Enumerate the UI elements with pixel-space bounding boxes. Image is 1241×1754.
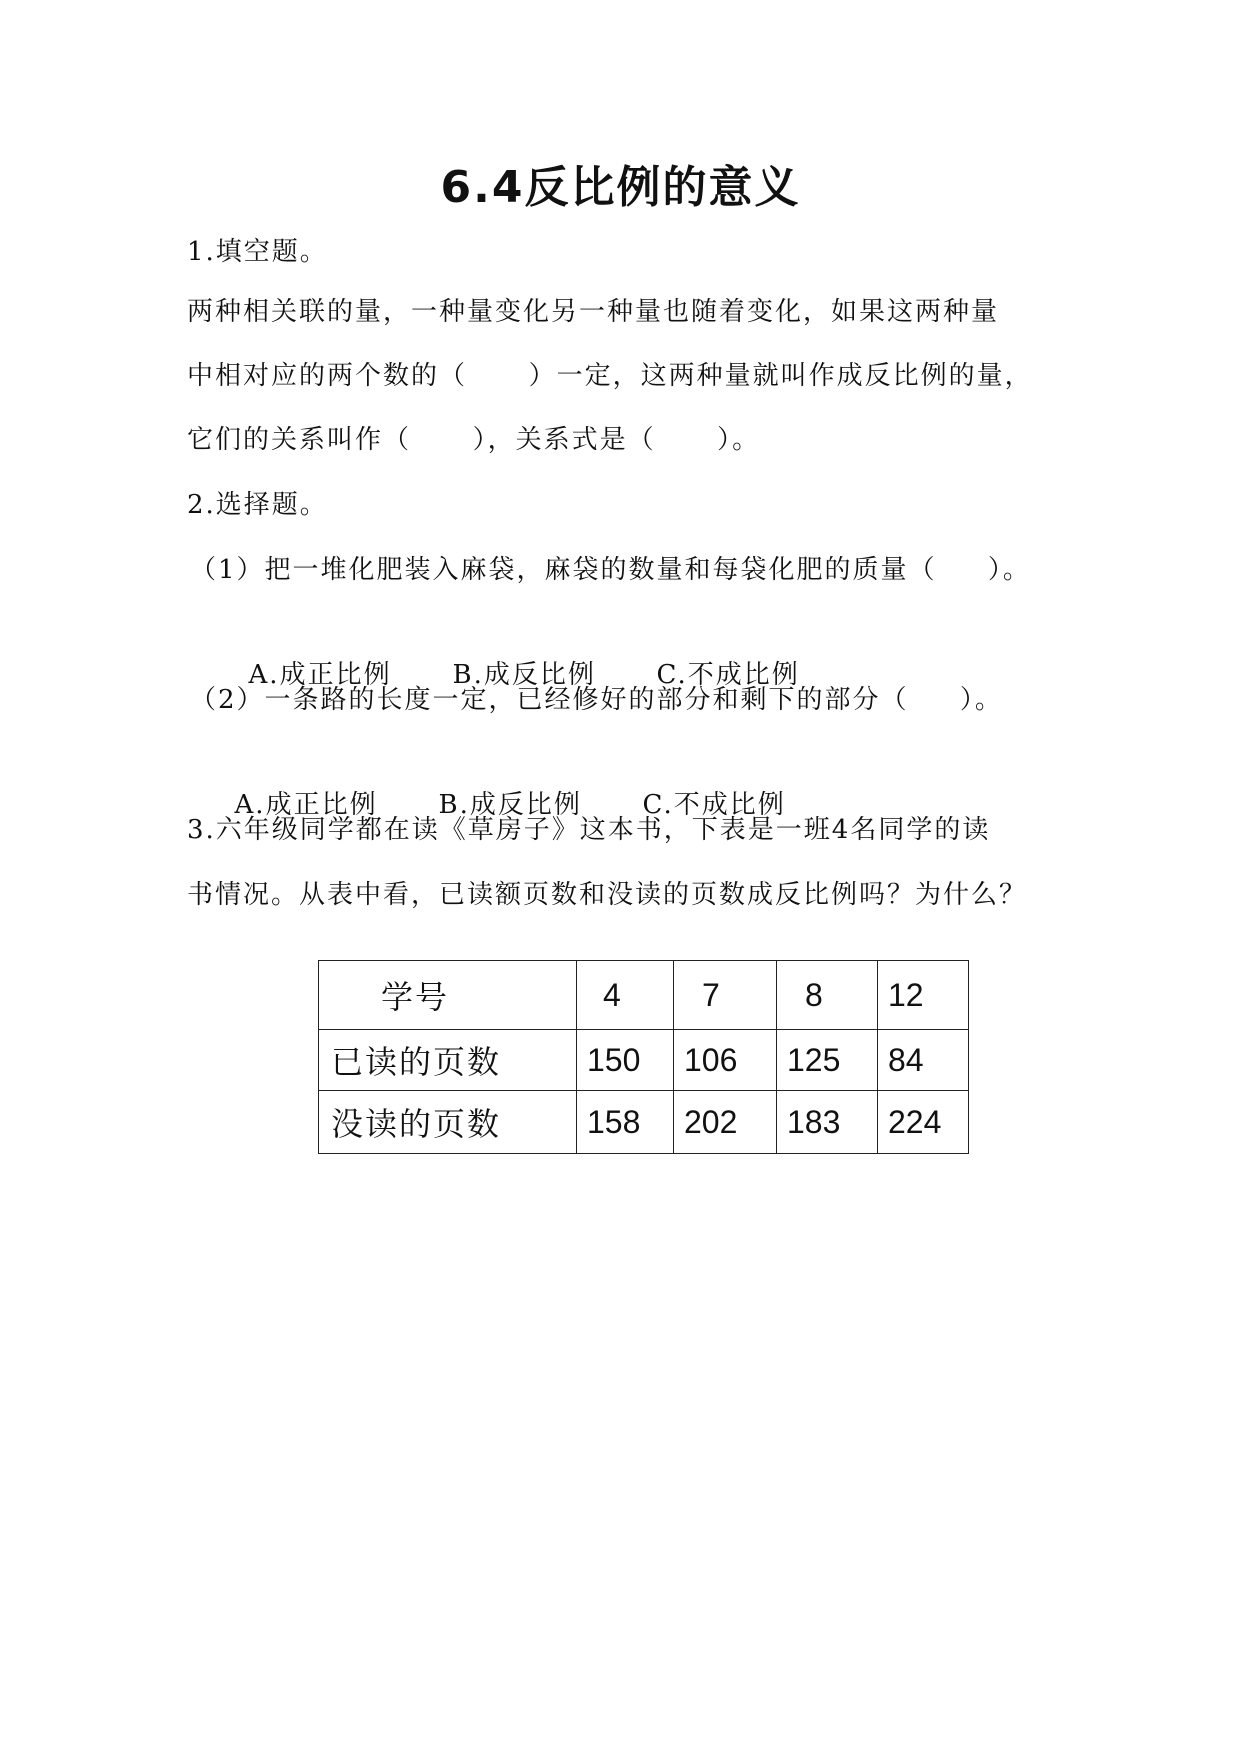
q3-text-line-1: 3.六年级同学都在读《草房子》这本书，下表是一班4名同学的读 xyxy=(187,815,991,845)
q2-sub2-stem: （2）一条路的长度一定，已经修好的部分和剩下的部分（ ）。 xyxy=(190,685,1003,715)
q2-sub1-stem: （1）把一堆化肥装入麻袋，麻袋的数量和每袋化肥的质量（ ）。 xyxy=(190,555,1031,585)
table-cell: 158 xyxy=(577,1091,674,1154)
q2-heading: 2.选择题。 xyxy=(187,490,328,520)
table-row-label: 没读的页数 xyxy=(319,1091,577,1154)
table-header-cell: 7 xyxy=(674,961,777,1030)
q2-sub2-option-a[interactable]: A.成正比例 xyxy=(234,790,378,820)
q1-text-line-2: 中相对应的两个数的（ ）一定，这两种量就叫作成反比例的量， xyxy=(187,361,1033,391)
table-row xyxy=(319,1091,969,1154)
table-cell: 202 xyxy=(674,1091,777,1154)
q2-sub2-option-b[interactable]: B.成反比例 xyxy=(438,790,582,820)
table-row-label: 已读的页数 xyxy=(319,1030,577,1091)
q1-text-line-1: 两种相关联的量，一种量变化另一种量也随着变化，如果这两种量 xyxy=(187,297,1000,327)
q3-text-line-2: 书情况。从表中看，已读额页数和没读的页数成反比例吗？为什么？ xyxy=(187,880,1028,910)
table-cell: 183 xyxy=(777,1091,878,1154)
table-header-cell: 4 xyxy=(577,961,674,1030)
q2-sub1-option-a[interactable]: A.成正比例 xyxy=(248,660,392,690)
q2-sub2-option-c[interactable]: C.不成比例 xyxy=(642,790,786,820)
table-cell: 84 xyxy=(878,1030,969,1091)
table-cell: 106 xyxy=(674,1030,777,1091)
table-cell: 150 xyxy=(577,1030,674,1091)
q2-sub1-option-b[interactable]: B.成反比例 xyxy=(452,660,596,690)
table-header-cell: 8 xyxy=(777,961,878,1030)
table-row xyxy=(319,1030,969,1091)
reading-table xyxy=(318,960,969,1154)
table-cell: 125 xyxy=(777,1030,878,1091)
table-header-row xyxy=(319,961,969,1030)
q1-heading: 1.填空题。 xyxy=(187,237,328,267)
q2-sub1-option-c[interactable]: C.不成比例 xyxy=(656,660,800,690)
table-cell: 224 xyxy=(878,1091,969,1154)
table-header-cell: 12 xyxy=(878,961,969,1030)
table-header-cell: 学号 xyxy=(319,961,577,1030)
q1-text-line-3: 它们的关系叫作（ ），关系式是（ ）。 xyxy=(187,425,761,455)
page-title: 6.4反比例的意义 xyxy=(440,162,801,213)
